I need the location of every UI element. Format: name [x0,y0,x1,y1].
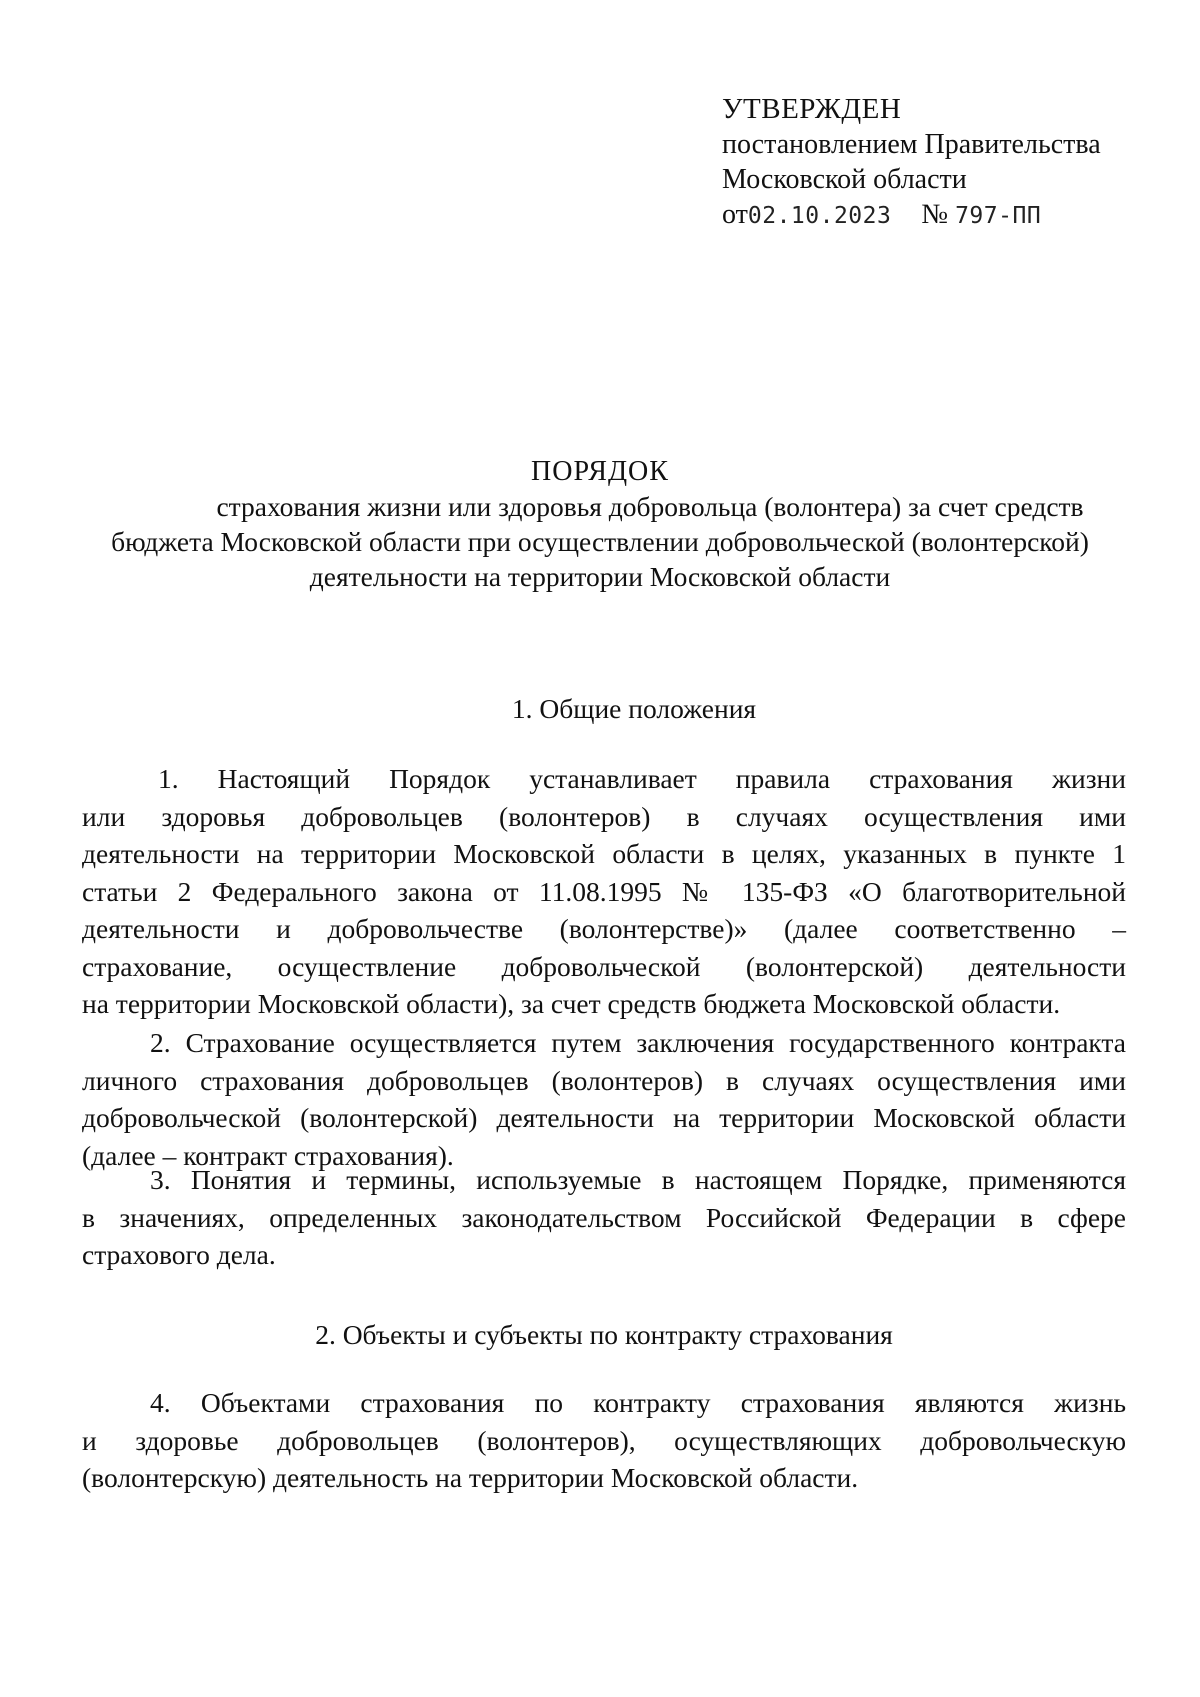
paragraph-line: и здоровье добровольцев (волонтеров), осуществляющих добровольческую [82,1424,1126,1456]
paragraph-line: на территории Московской области), за счет средств бюджета Московской области. [82,988,1061,1019]
paragraph [82,1161,1126,1274]
paragraph-line: статьи 2 Федерального закона от 11.08.1995 № 135-ФЗ «О благотворительной [82,875,1126,907]
approval-date: 02.10.2023 [747,203,892,229]
approval-line-2: постановлением Правительства [722,129,1101,160]
paragraph-line: страхового дела. [82,1239,276,1270]
paragraph-line: личного страхования добровольцев (волонтеров) в случаях осуществления ими [82,1064,1126,1096]
paragraph-line: 4. Объектами страхования по контракту страхования являются жизнь [150,1387,1126,1418]
paragraph-line: (волонтерскую) деятельность на территории Московской области. [82,1462,859,1493]
section-heading: 2. Объекты и субъекты по контракту страхования [315,1319,893,1350]
approval-number: 797-ПП [955,203,1042,229]
section-heading: 1. Общие положения [511,693,757,724]
paragraph-line: в значениях, определенных законодательством Российской Федерации в сфере [82,1201,1126,1233]
paragraph-line: (далее – контракт страхования). [82,1139,454,1171]
document-title-block [70,454,1130,594]
paragraph [82,1024,1126,1174]
paragraph-line: 1. Настоящий Порядок устанавливает правила страхования жизни [158,763,1126,794]
document-subtitle-line: бюджета Московской области при осуществлении добровольческой (волонтерской) [111,526,1089,557]
paragraph-line: страхование, осуществление добровольческой (волонтерской) деятельности [82,950,1126,982]
paragraph-line: 2. Страхование осуществляется путем заключения государственного контракта [150,1027,1126,1058]
approval-number-sign: № [921,199,949,230]
paragraph-line: или здоровья добровольцев (волонтеров) в случаях осуществления ими [82,800,1126,832]
approval-line-3: Московской области [722,164,967,195]
paragraph [82,1384,1126,1497]
paragraph-line: 3. Понятия и термины, используемые в настоящем Порядке, применяются [150,1164,1126,1195]
paragraph-line: добровольческой (волонтерской) деятельности на территории Московской области [82,1102,1126,1133]
paragraph-line: деятельности и добровольчестве (волонтерстве)» (далее соответственно – [82,913,1126,944]
approval-stamp [722,92,1162,234]
approval-date-prefix: от [722,199,748,230]
document-title: ПОРЯДОК [531,456,669,487]
document-subtitle-line: деятельности на территории Московской области [309,561,891,592]
document-subtitle-line: страхования жизни или здоровья добровольца (волонтера) за счет средств [216,491,1084,522]
paragraph-line: деятельности на территории Московской области в целях, указанных в пункте 1 [82,838,1126,869]
approval-heading: УТВЕРЖДЕН [722,93,902,125]
approval-date-line [722,197,1162,234]
paragraph [82,760,1126,1023]
